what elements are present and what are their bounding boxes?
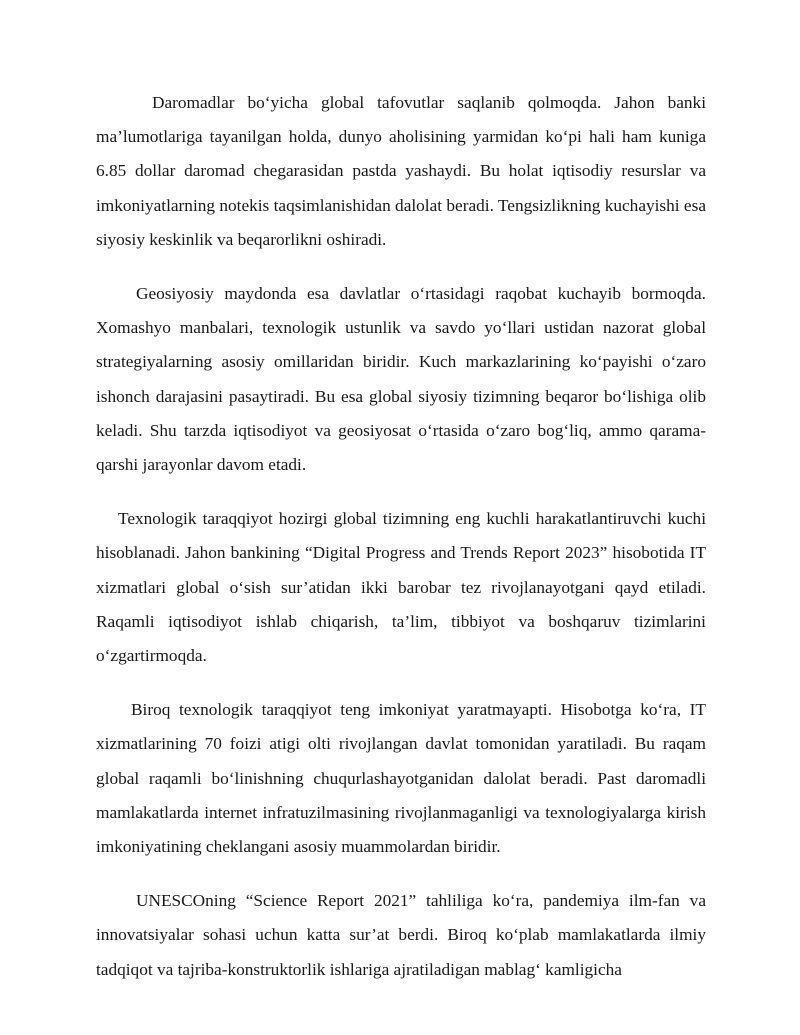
paragraph-unesco-science: UNESCOning “Science Report 2021” tahliliga ko‘ra, pandemiya ilm-fan va innovatsiyalar sohasi uchun katta sur’at berdi. Biroq ko‘plab mamlakatlarda ilmiy tadqiqot va tajriba-konstruktorlik ishlariga ajratiladigan mablag‘ kamligicha	[96, 891, 706, 979]
paragraph-digital-divide: Biroq texnologik taraqqiyot teng imkoniyat yaratmayapti. Hisobotga ko‘ra, IT xizmatlarining 70 foizi atigi olti rivojlangan davlat tomonidan yaratiladi. Bu raqam global raqamli bo‘linishning chuqurlashayotganidan dalolat beradi. Past daromadli mamlakatlarda internet infratuzilmasining rivojlanmaganligi va texnologiyalarga kirish imkoniyatining cheklangani asosiy muammolardan biridir.	[96, 700, 706, 857]
paragraph-income-inequality: Daromadlar bo‘yicha global tafovutlar saqlanib qolmoqda. Jahon banki ma’lumotlariga tayanilgan holda, dunyo aholisining yarmidan ko‘pi hali ham kuniga 6.85 dollar daromad chegarasidan pastda yashaydi. Bu holat iqtisodiy resurslar va imkoniyatlarning notekis taqsimlanishidan dalolat beradi. Tengsizlikning kuchayishi esa siyosiy keskinlik va beqarorlikni oshiradi.	[96, 93, 706, 249]
document-body	[96, 86, 706, 1007]
paragraph-technology-progress: Texnologik taraqqiyot hozirgi global tizimning eng kuchli harakatlantiruvchi kuchi hisoblanadi. Jahon bankining “Digital Progress and Trends Report 2023” hisobotida IT xizmatlari global o‘sish sur’atidan ikki barobar tez rivojlanayotgani qayd etiladi. Raqamli iqtisodiyot ishlab chiqarish, ta’lim, tibbiyot va boshqaruv tizimlarini o‘zgartirmoqda.	[96, 509, 706, 666]
paragraph-geopolitics: Geosiyosiy maydonda esa davlatlar o‘rtasidagi raqobat kuchayib bormoqda. Xomashyo manbalari, texnologik ustunlik va savdo yo‘llari ustidan nazorat global strategiyalarning asosiy omillaridan biridir. Kuch markazlarining ko‘payishi o‘zaro ishonch darajasini pasaytiradi. Bu esa global siyosiy tizimning beqaror bo‘lishiga olib keladi. Shu tarzda iqtisodiyot va geosiyosat o‘rtasida o‘zaro bog‘liq, ammo qarama-qarshi jarayonlar davom etadi.	[96, 284, 706, 475]
